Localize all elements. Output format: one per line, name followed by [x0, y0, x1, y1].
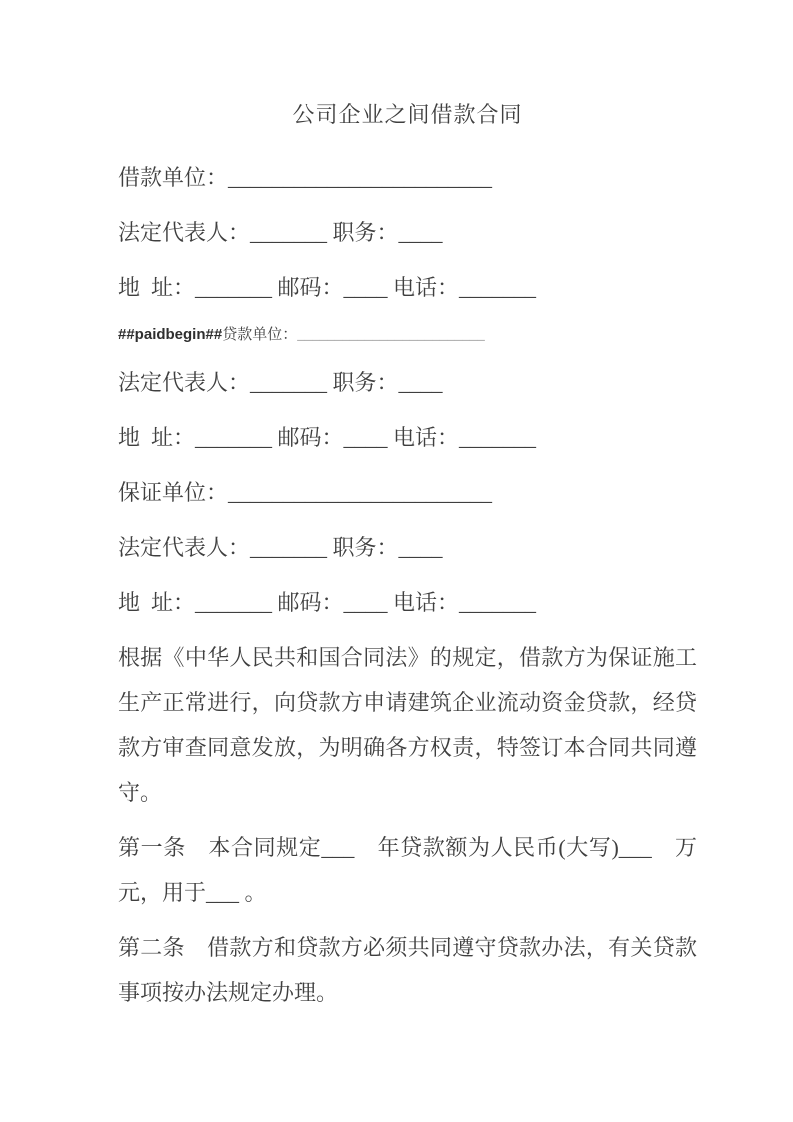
borrower-unit-line: 借款单位：________________________: [118, 165, 493, 190]
lender-unit-line: [118, 320, 697, 350]
borrower-address-line: 地 址：_______ 邮码：____ 电话：_______: [118, 275, 537, 300]
document-title: 公司企业之间借款合同: [292, 102, 523, 127]
lender-address-line: 地 址：_______ 邮码：____ 电话：_______: [118, 425, 537, 450]
guarantor-address-line: 地 址：_______ 邮码：____ 电话：_______: [118, 590, 537, 615]
preamble-paragraph: 根据《中华人民共和国合同法》的规定，借款方为保证施工生产正常进行，向贷款方申请建筑企业流动资金贷款，经贷款方审查同意发放，为明确各方权责，特签订本合同共同遵守。: [118, 645, 697, 805]
lender-unit-blank: _________________________: [297, 327, 485, 343]
borrower-representative-line: 法定代表人：_______ 职务：____: [118, 220, 443, 245]
article-2-paragraph: 第二条 借款方和贷款方必须共同遵守贷款办法，有关贷款事项按办法规定办理。: [118, 935, 697, 1005]
lender-representative-line: 法定代表人：_______ 职务：____: [118, 370, 443, 395]
paid-begin-marker: ##paidbegin##: [118, 326, 223, 343]
article-1-paragraph: 第一条 本合同规定___ 年贷款额为人民币(大写)___ 万元，用于___ 。: [118, 835, 697, 905]
lender-unit-label: 贷款单位：: [222, 327, 298, 343]
guarantor-representative-line: 法定代表人：_______ 职务：____: [118, 535, 443, 560]
guarantor-unit-line: 保证单位：________________________: [118, 480, 493, 505]
